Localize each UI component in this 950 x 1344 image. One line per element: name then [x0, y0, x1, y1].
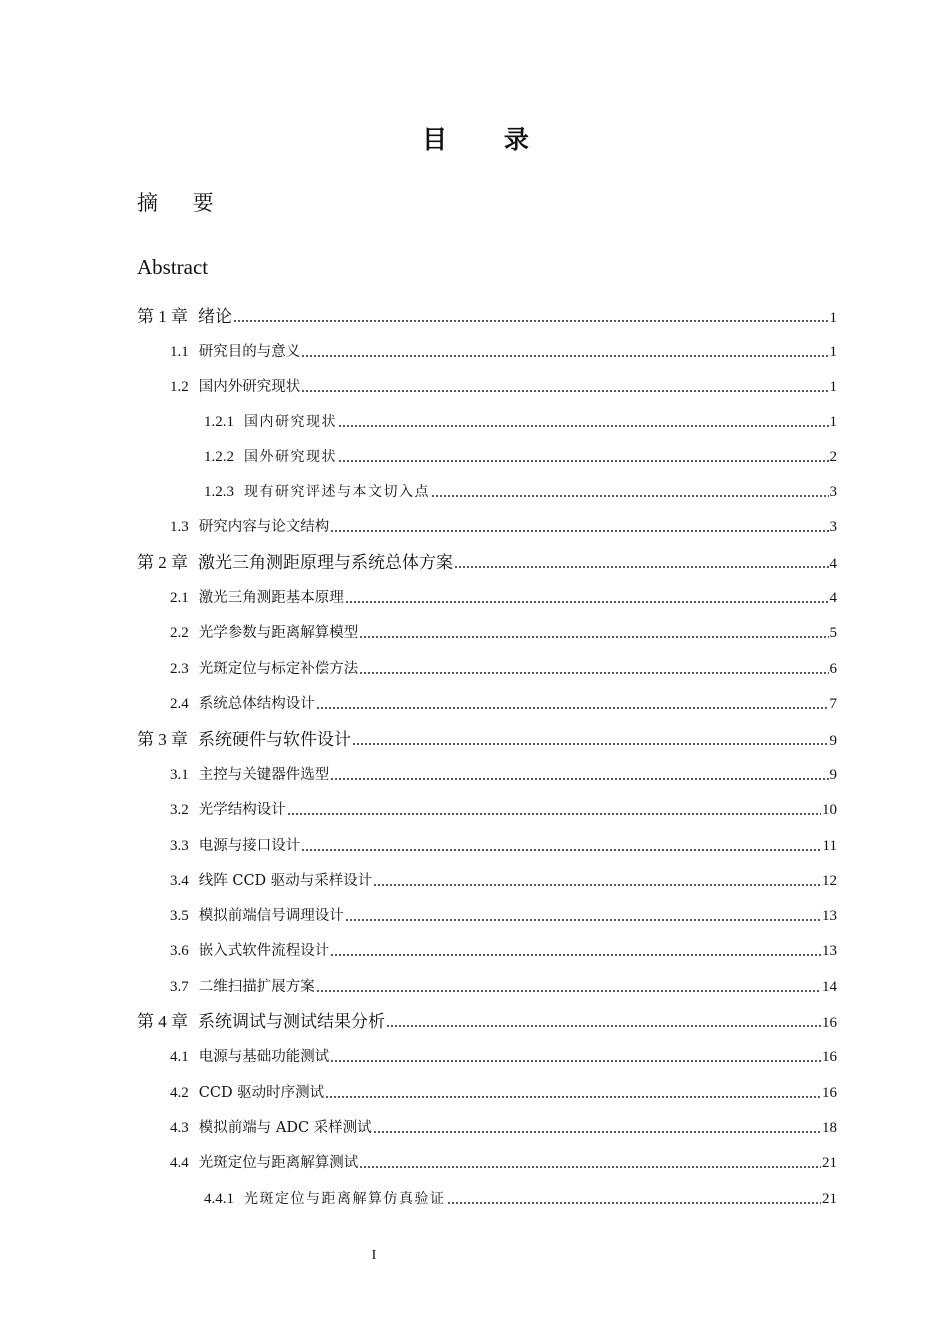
toc-entry[interactable] — [204, 444, 837, 470]
toc-entry-number: 4.4.1 — [204, 1191, 234, 1207]
toc-entry-title: 国外研究现状 — [244, 449, 337, 465]
toc-entry-number: 3.4 — [170, 873, 189, 889]
toc-entry-abstract-zh[interactable]: 摘 要 — [137, 191, 228, 215]
toc-entry-title: 光斑定位与距离解算仿真验证 — [244, 1191, 446, 1207]
toc-entry-page: 1 — [829, 310, 837, 326]
toc-entry-number: 1.2.3 — [204, 484, 234, 500]
toc-entry-page: 21 — [822, 1155, 837, 1171]
dot-leader — [316, 702, 829, 710]
toc-entry-title: 模拟前端信号调理设计 — [198, 908, 344, 924]
dot-leader — [301, 844, 821, 852]
dot-leader — [447, 1197, 822, 1205]
dot-leader — [301, 385, 828, 393]
toc-entry-title: 嵌入式软件流程设计 — [198, 943, 330, 959]
toc-entry-number: 3.6 — [170, 943, 189, 959]
toc-entry-page: 14 — [822, 979, 837, 995]
toc-entry-number: 3.7 — [170, 979, 189, 995]
toc-entry-page: 18 — [822, 1120, 837, 1136]
toc-entry[interactable] — [170, 585, 837, 611]
page-number: I — [371, 1248, 377, 1263]
dot-leader — [330, 949, 821, 957]
toc-entry-page: 16 — [822, 1085, 837, 1101]
toc-entry-title: 国内研究现状 — [244, 414, 337, 430]
toc-entry[interactable] — [170, 620, 837, 646]
dot-leader — [431, 490, 829, 498]
dot-leader — [386, 1020, 821, 1028]
toc-entry[interactable] — [170, 514, 837, 540]
toc-entry-title: 绪论 — [198, 307, 232, 327]
dot-leader — [345, 596, 829, 604]
toc-entry-number: 3.3 — [170, 838, 189, 854]
toc-entry-page: 9 — [829, 767, 837, 783]
toc-entry[interactable] — [170, 1044, 837, 1070]
dot-leader — [359, 1161, 821, 1169]
toc-entry[interactable] — [170, 1080, 837, 1106]
toc-entry[interactable] — [170, 797, 837, 823]
page-title: 目 录 — [422, 125, 553, 154]
toc-entry-page: 12 — [822, 873, 837, 889]
toc-entry-title: 激光三角测距原理与系统总体方案 — [198, 553, 453, 573]
dot-leader — [330, 773, 828, 781]
toc-entry-number: 1.1 — [170, 344, 189, 360]
toc-entry-page: 6 — [829, 661, 837, 677]
dot-leader — [338, 455, 829, 463]
toc-entry-title: 激光三角测距基本原理 — [198, 590, 344, 606]
toc-entry-number: 1.2.1 — [204, 414, 234, 430]
toc-entry-title: 光学参数与距离解算模型 — [198, 625, 359, 641]
toc-entry-number: 2.4 — [170, 696, 189, 712]
toc-entry-page: 4 — [829, 556, 837, 572]
toc-entry-number: 1.2.2 — [204, 449, 234, 465]
dot-leader — [325, 1091, 821, 1099]
toc-entry-number: 4.2 — [170, 1085, 189, 1101]
toc-entry-number: 2.2 — [170, 625, 189, 641]
toc-entry-page: 4 — [829, 590, 837, 606]
toc-entry-title: 系统调试与测试结果分析 — [198, 1012, 385, 1032]
toc-entry-page: 13 — [822, 943, 837, 959]
toc-entry-page: 10 — [822, 802, 837, 818]
toc-entry[interactable] — [170, 974, 837, 1000]
toc-entry-page: 7 — [829, 696, 837, 712]
toc-entry[interactable] — [170, 762, 837, 788]
toc-entry-number: 3.5 — [170, 908, 189, 924]
dot-leader — [301, 350, 828, 358]
dot-leader — [352, 738, 829, 746]
toc-entry-number: 3.1 — [170, 767, 189, 783]
toc-entry[interactable] — [170, 938, 837, 964]
toc-entry-page: 13 — [822, 908, 837, 924]
toc-entry-number: 4.1 — [170, 1049, 189, 1065]
toc-entry-page: 21 — [822, 1191, 837, 1207]
dot-leader — [373, 1126, 821, 1134]
toc-entry[interactable] — [170, 656, 837, 682]
toc-entry-number: 第 3 章 — [137, 730, 188, 749]
toc-entry[interactable] — [137, 727, 837, 753]
toc-entry-title: 光斑定位与距离解算测试 — [198, 1155, 359, 1171]
toc-entry-number: 3.2 — [170, 802, 189, 818]
toc-entry-title: 系统硬件与软件设计 — [198, 730, 351, 750]
toc-entry[interactable] — [170, 691, 837, 717]
toc-entry-title: 模拟前端与 ADC 采样测试 — [198, 1120, 372, 1136]
dot-leader — [316, 985, 821, 993]
toc-entry[interactable] — [170, 1115, 837, 1141]
toc-entry-page: 1 — [829, 414, 837, 430]
toc-entry-title: 研究内容与论文结构 — [198, 519, 330, 535]
dot-leader — [338, 420, 829, 428]
dot-leader — [233, 315, 829, 323]
toc-entry-title: 主控与关键器件选型 — [198, 767, 330, 783]
toc-entry-title: 光斑定位与标定补偿方法 — [198, 661, 359, 677]
toc-entry-page: 16 — [822, 1015, 837, 1031]
toc-entry-title: 系统总体结构设计 — [198, 696, 315, 712]
toc-entry[interactable] — [137, 304, 837, 330]
dot-leader — [454, 561, 829, 569]
toc-entry[interactable] — [137, 550, 837, 576]
toc-entry-page: 1 — [829, 344, 837, 360]
toc-entry-number: 1.3 — [170, 519, 189, 535]
dot-leader — [359, 667, 828, 675]
toc-entry[interactable] — [204, 409, 837, 435]
toc-entry[interactable] — [170, 339, 837, 365]
toc-entry[interactable] — [137, 1009, 837, 1035]
toc-entry-title: 电源与基础功能测试 — [198, 1049, 330, 1065]
toc-entry-title: 线阵 CCD 驱动与采样设计 — [198, 873, 373, 889]
dot-leader — [287, 808, 821, 816]
toc-entry-title: 光学结构设计 — [198, 802, 286, 818]
toc-entry[interactable] — [204, 479, 837, 505]
toc-entry-number: 第 1 章 — [137, 307, 188, 326]
toc-entry-title: 二维扫描扩展方案 — [198, 979, 315, 995]
toc-entry-page: 1 — [829, 379, 837, 395]
toc-entry-page: 16 — [822, 1049, 837, 1065]
toc-entry-page: 5 — [829, 625, 837, 641]
toc-entry[interactable] — [170, 374, 837, 400]
dot-leader — [330, 1055, 821, 1063]
toc-entry-title: 电源与接口设计 — [198, 838, 301, 854]
toc-entry-number: 1.2 — [170, 379, 189, 395]
toc-entry-number: 4.3 — [170, 1120, 189, 1136]
toc-entry[interactable] — [170, 868, 837, 894]
toc-entry-number: 第 4 章 — [137, 1012, 188, 1031]
dot-leader — [373, 879, 821, 887]
toc-entry[interactable] — [170, 833, 837, 859]
toc-entry-number: 2.3 — [170, 661, 189, 677]
toc-entry-page: 3 — [829, 484, 837, 500]
dot-leader — [330, 525, 828, 533]
toc-entry-title: 研究目的与意义 — [198, 344, 301, 360]
toc-entry-page: 3 — [829, 519, 837, 535]
toc-entry-page: 2 — [829, 449, 837, 465]
toc-entry-page: 9 — [829, 733, 837, 749]
toc-entry-number: 4.4 — [170, 1155, 189, 1171]
toc-entry-page: 11 — [822, 838, 837, 854]
toc-entry-abstract-en[interactable]: Abstract — [137, 255, 209, 279]
dot-leader — [359, 631, 828, 639]
toc-entry-title: CCD 驱动时序测试 — [198, 1085, 325, 1101]
toc-entry[interactable] — [170, 903, 837, 929]
toc-entry-title: 现有研究评述与本文切入点 — [244, 484, 430, 500]
toc-entry-number: 2.1 — [170, 590, 189, 606]
toc-entry-title: 国内外研究现状 — [198, 379, 301, 395]
toc-entry-number: 第 2 章 — [137, 553, 188, 572]
dot-leader — [345, 914, 821, 922]
toc-entry[interactable] — [204, 1186, 837, 1212]
toc-entry[interactable] — [170, 1150, 837, 1176]
